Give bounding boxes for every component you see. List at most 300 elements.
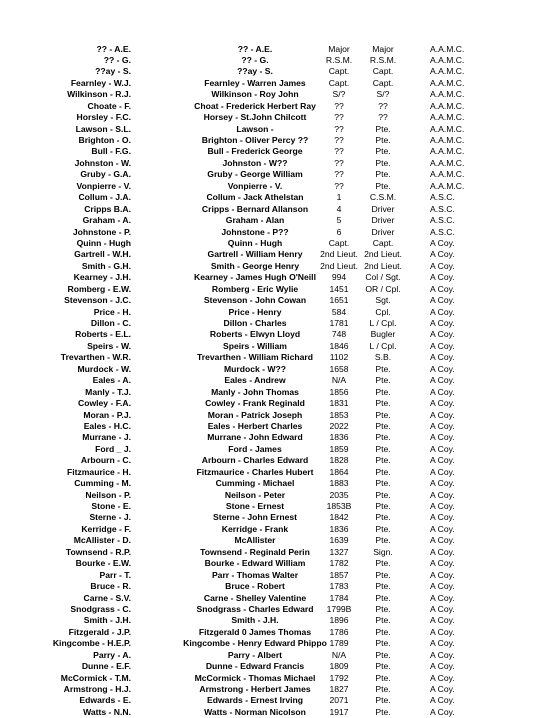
short-name-cell: Dillon - C. (0, 318, 131, 329)
rank-cell: S/? (344, 89, 422, 100)
short-name-cell: Snodgrass - C. (0, 604, 131, 615)
full-name-cell: Kearney - James Hugh O'Neill (150, 272, 360, 283)
rank-cell: Pte. (344, 181, 422, 192)
short-name-cell: Stevenson - J.C. (0, 295, 131, 306)
service-number-cell: 748 (300, 329, 378, 340)
unit-cell: A Coy. (430, 638, 510, 649)
table-row (0, 112, 550, 123)
short-name-cell: Smith - J.H. (0, 615, 131, 626)
table-row (0, 55, 550, 66)
full-name-cell: Parr - Thomas Walter (150, 570, 360, 581)
unit-cell: A Coy. (430, 352, 510, 363)
table-row (0, 124, 550, 135)
unit-cell: A Coy. (430, 432, 510, 443)
full-name-cell: Roberts - Elwyn Lloyd (150, 329, 360, 340)
service-number-cell: Capt. (300, 78, 378, 89)
unit-cell: A.A.M.C. (430, 66, 510, 77)
rank-cell: Pte. (344, 627, 422, 638)
short-name-cell: Cripps B.A. (0, 204, 131, 215)
table-row (0, 661, 550, 672)
full-name-cell: Dunne - Edward Francis (150, 661, 360, 672)
short-name-cell: Parr - T. (0, 570, 131, 581)
short-name-cell: Graham - A. (0, 215, 131, 226)
unit-cell: A Coy. (430, 615, 510, 626)
service-number-cell: ?? (300, 112, 378, 123)
service-number-cell: S/? (300, 89, 378, 100)
rank-cell: Capt. (344, 238, 422, 249)
unit-cell: A Coy. (430, 318, 510, 329)
rank-cell: Pte. (344, 375, 422, 386)
unit-cell: A Coy. (430, 547, 510, 558)
full-name-cell: Bull - Frederick George (150, 146, 360, 157)
table-row (0, 501, 550, 512)
table-row (0, 249, 550, 260)
unit-cell: A.A.M.C. (430, 169, 510, 180)
full-name-cell: Horsey - St.John Chilcott (150, 112, 360, 123)
short-name-cell: Manly - T.J. (0, 387, 131, 398)
service-number-cell: 1639 (300, 535, 378, 546)
rank-cell: Driver (344, 204, 422, 215)
short-name-cell: Gartrell - W.H. (0, 249, 131, 260)
full-name-cell: Kingcombe - Henry Edward Phippo (150, 638, 360, 649)
unit-cell: A Coy. (430, 524, 510, 535)
full-name-cell: Quinn - Hugh (150, 238, 360, 249)
full-name-cell: Gruby - George William (150, 169, 360, 180)
service-number-cell: 584 (300, 307, 378, 318)
short-name-cell: Quinn - Hugh (0, 238, 131, 249)
table-row (0, 707, 550, 718)
service-number-cell: N/A (300, 375, 378, 386)
rank-cell: Pte. (344, 421, 422, 432)
unit-cell: A Coy. (430, 627, 510, 638)
short-name-cell: Horsley - F.C. (0, 112, 131, 123)
service-number-cell: ?? (300, 158, 378, 169)
table-row (0, 307, 550, 318)
service-number-cell: 1853B (300, 501, 378, 512)
full-name-cell: Eales - Herbert Charles (150, 421, 360, 432)
service-number-cell: 1846 (300, 341, 378, 352)
full-name-cell: Fearnley - Warren James (150, 78, 360, 89)
rank-cell: Pte. (344, 673, 422, 684)
unit-cell: A Coy. (430, 581, 510, 592)
table-row (0, 204, 550, 215)
short-name-cell: Johnston - W. (0, 158, 131, 169)
rank-cell: Pte. (344, 455, 422, 466)
short-name-cell: Cowley - F.A. (0, 398, 131, 409)
short-name-cell: Moran - P.J. (0, 410, 131, 421)
service-number-cell: 1917 (300, 707, 378, 718)
short-name-cell: Vonpierre - V. (0, 181, 131, 192)
unit-cell: A.A.M.C. (430, 181, 510, 192)
table-row (0, 284, 550, 295)
unit-cell: A Coy. (430, 364, 510, 375)
full-name-cell: Romberg - Eric Wylie (150, 284, 360, 295)
rank-cell: Bugler (344, 329, 422, 340)
rank-cell: OR / Cpl. (344, 284, 422, 295)
service-number-cell: 1784 (300, 593, 378, 604)
unit-cell: A Coy. (430, 707, 510, 718)
short-name-cell: Carne - S.V. (0, 593, 131, 604)
table-row (0, 295, 550, 306)
table-row (0, 650, 550, 661)
short-name-cell: Parry - A. (0, 650, 131, 661)
service-number-cell: 1809 (300, 661, 378, 672)
nominal-roll-table (0, 44, 550, 718)
short-name-cell: Ford _ J. (0, 444, 131, 455)
rank-cell: Pte. (344, 398, 422, 409)
unit-cell: A Coy. (430, 398, 510, 409)
rank-cell: Pte. (344, 581, 422, 592)
rank-cell: Capt. (344, 78, 422, 89)
rank-cell: Pte. (344, 615, 422, 626)
full-name-cell: Moran - Patrick Joseph (150, 410, 360, 421)
unit-cell: A Coy. (430, 410, 510, 421)
table-row (0, 146, 550, 157)
service-number-cell: 2nd Lieut. (300, 249, 378, 260)
table-row (0, 581, 550, 592)
unit-cell: A.A.M.C. (430, 124, 510, 135)
table-row (0, 444, 550, 455)
unit-cell: A.S.C. (430, 215, 510, 226)
rank-cell: Pte. (344, 535, 422, 546)
table-row (0, 524, 550, 535)
unit-cell: A.S.C. (430, 192, 510, 203)
unit-cell: A Coy. (430, 558, 510, 569)
table-row (0, 684, 550, 695)
unit-cell: A Coy. (430, 284, 510, 295)
rank-cell: L / Cpl. (344, 341, 422, 352)
rank-cell: Pte. (344, 135, 422, 146)
service-number-cell: 1651 (300, 295, 378, 306)
unit-cell: A Coy. (430, 329, 510, 340)
service-number-cell: 1789 (300, 638, 378, 649)
rank-cell: L / Cpl. (344, 318, 422, 329)
service-number-cell: ?? (300, 146, 378, 157)
unit-cell: A.A.M.C. (430, 44, 510, 55)
short-name-cell: Eales - A. (0, 375, 131, 386)
unit-cell: A Coy. (430, 444, 510, 455)
short-name-cell: Cumming - M. (0, 478, 131, 489)
rank-cell: Sign. (344, 547, 422, 558)
full-name-cell: Johnstone - P?? (150, 227, 360, 238)
full-name-cell: Dillon - Charles (150, 318, 360, 329)
service-number-cell: 1842 (300, 512, 378, 523)
unit-cell: A Coy. (430, 501, 510, 512)
unit-cell: A.A.M.C. (430, 78, 510, 89)
short-name-cell: Brighton - O. (0, 135, 131, 146)
short-name-cell: Townsend - R.P. (0, 547, 131, 558)
service-number-cell: 1836 (300, 524, 378, 535)
short-name-cell: Bourke - E.W. (0, 558, 131, 569)
unit-cell: A.S.C. (430, 227, 510, 238)
full-name-cell: Gartrell - William Henry (150, 249, 360, 260)
rank-cell: Pte. (344, 638, 422, 649)
full-name-cell: Cumming - Michael (150, 478, 360, 489)
table-row (0, 398, 550, 409)
short-name-cell: Kearney - J.H. (0, 272, 131, 283)
rank-cell: Pte. (344, 169, 422, 180)
rank-cell: Capt. (344, 66, 422, 77)
rank-cell: 2nd Lieut. (344, 249, 422, 260)
rank-cell: Pte. (344, 661, 422, 672)
service-number-cell: ?? (300, 169, 378, 180)
unit-cell: A Coy. (430, 455, 510, 466)
rank-cell: Pte. (344, 650, 422, 661)
rank-cell: Pte. (344, 467, 422, 478)
short-name-cell: Choate - F. (0, 101, 131, 112)
short-name-cell: Edwards - E. (0, 695, 131, 706)
service-number-cell: Major (300, 44, 378, 55)
short-name-cell: Trevarthen - W.R. (0, 352, 131, 363)
full-name-cell: Fitzmaurice - Charles Hubert (150, 467, 360, 478)
rank-cell: Pte. (344, 524, 422, 535)
short-name-cell: Johnstone - P. (0, 227, 131, 238)
rank-cell: Pte. (344, 146, 422, 157)
service-number-cell: 1856 (300, 387, 378, 398)
service-number-cell: 1 (300, 192, 378, 203)
full-name-cell: Edwards - Ernest Irving (150, 695, 360, 706)
table-row (0, 421, 550, 432)
table-row (0, 570, 550, 581)
full-name-cell: Sterne - John Ernest (150, 512, 360, 523)
table-row (0, 615, 550, 626)
rank-cell: 2nd Lieut. (344, 261, 422, 272)
service-number-cell: 1782 (300, 558, 378, 569)
table-row (0, 478, 550, 489)
service-number-cell: 1792 (300, 673, 378, 684)
table-row (0, 593, 550, 604)
short-name-cell: Sterne - J. (0, 512, 131, 523)
rank-cell: Pte. (344, 490, 422, 501)
short-name-cell: Watts - N.N. (0, 707, 131, 718)
short-name-cell: Eales - H.C. (0, 421, 131, 432)
full-name-cell: Ford - James (150, 444, 360, 455)
unit-cell: A Coy. (430, 604, 510, 615)
unit-cell: A.A.M.C. (430, 158, 510, 169)
unit-cell: A Coy. (430, 570, 510, 581)
service-number-cell: 5 (300, 215, 378, 226)
rank-cell: Pte. (344, 478, 422, 489)
table-row (0, 66, 550, 77)
rank-cell: Pte. (344, 684, 422, 695)
full-name-cell: Choat - Frederick Herbert Ray (150, 101, 360, 112)
full-name-cell: ??ay - S. (150, 66, 360, 77)
full-name-cell: Eales - Andrew (150, 375, 360, 386)
service-number-cell: 6 (300, 227, 378, 238)
rank-cell: Driver (344, 227, 422, 238)
table-row (0, 638, 550, 649)
full-name-cell: Kerridge - Frank (150, 524, 360, 535)
full-name-cell: Stone - Ernest (150, 501, 360, 512)
service-number-cell: 1102 (300, 352, 378, 363)
rank-cell: Pte. (344, 707, 422, 718)
service-number-cell: ?? (300, 124, 378, 135)
unit-cell: A Coy. (430, 478, 510, 489)
table-row (0, 329, 550, 340)
table-row (0, 673, 550, 684)
rank-cell: Pte. (344, 593, 422, 604)
unit-cell: A Coy. (430, 387, 510, 398)
unit-cell: A Coy. (430, 238, 510, 249)
unit-cell: A Coy. (430, 249, 510, 260)
rank-cell: Pte. (344, 387, 422, 398)
unit-cell: A Coy. (430, 272, 510, 283)
service-number-cell: 1896 (300, 615, 378, 626)
short-name-cell: Fitzgerald - J.P. (0, 627, 131, 638)
table-row (0, 535, 550, 546)
service-number-cell: 1828 (300, 455, 378, 466)
full-name-cell: Johnston - W?? (150, 158, 360, 169)
rank-cell: Pte. (344, 512, 422, 523)
service-number-cell: 1781 (300, 318, 378, 329)
service-number-cell: 1857 (300, 570, 378, 581)
rank-cell: Sgt. (344, 295, 422, 306)
full-name-cell: Manly - John Thomas (150, 387, 360, 398)
unit-cell: A Coy. (430, 684, 510, 695)
rank-cell: R.S.M. (344, 55, 422, 66)
service-number-cell: 2071 (300, 695, 378, 706)
rank-cell: S.B. (344, 352, 422, 363)
service-number-cell: Capt. (300, 238, 378, 249)
service-number-cell: 1799B (300, 604, 378, 615)
unit-cell: A.A.M.C. (430, 55, 510, 66)
short-name-cell: Lawson - S.L. (0, 124, 131, 135)
unit-cell: A Coy. (430, 490, 510, 501)
full-name-cell: Parry - Albert (150, 650, 360, 661)
rank-cell: Col / Sgt. (344, 272, 422, 283)
rank-cell: Pte. (344, 695, 422, 706)
table-row (0, 695, 550, 706)
full-name-cell: Townsend - Reginald Perin (150, 547, 360, 558)
full-name-cell: Fitzgerald 0 James Thomas (150, 627, 360, 638)
short-name-cell: Gruby - G.A. (0, 169, 131, 180)
short-name-cell: Collum - J.A. (0, 192, 131, 203)
table-row (0, 181, 550, 192)
short-name-cell: ?? - G. (0, 55, 131, 66)
rank-cell: Cpl. (344, 307, 422, 318)
service-number-cell: 1836 (300, 432, 378, 443)
short-name-cell: ??ay - S. (0, 66, 131, 77)
service-number-cell: 1883 (300, 478, 378, 489)
service-number-cell: 1831 (300, 398, 378, 409)
table-row (0, 352, 550, 363)
full-name-cell: Collum - Jack Athelstan (150, 192, 360, 203)
full-name-cell: Trevarthen - William Richard (150, 352, 360, 363)
short-name-cell: Armstrong - H.J. (0, 684, 131, 695)
full-name-cell: Brighton - Oliver Percy ?? (150, 135, 360, 146)
service-number-cell: N/A (300, 650, 378, 661)
short-name-cell: Dunne - E.F. (0, 661, 131, 672)
full-name-cell: Speirs - William (150, 341, 360, 352)
service-number-cell: 1864 (300, 467, 378, 478)
unit-cell: A Coy. (430, 535, 510, 546)
full-name-cell: Cowley - Frank Reginald (150, 398, 360, 409)
full-name-cell: Smith - George Henry (150, 261, 360, 272)
table-row (0, 44, 550, 55)
full-name-cell: Vonpierre - V. (150, 181, 360, 192)
unit-cell: A.A.M.C. (430, 101, 510, 112)
rank-cell: C.S.M. (344, 192, 422, 203)
rank-cell: ?? (344, 112, 422, 123)
service-number-cell: 4 (300, 204, 378, 215)
service-number-cell: 1451 (300, 284, 378, 295)
unit-cell: A.A.M.C. (430, 89, 510, 100)
short-name-cell: Arbourn - C. (0, 455, 131, 466)
full-name-cell: Stevenson - John Cowan (150, 295, 360, 306)
short-name-cell: Murdock - W. (0, 364, 131, 375)
table-row (0, 387, 550, 398)
table-row (0, 547, 550, 558)
table-row (0, 101, 550, 112)
short-name-cell: Fearnley - W.J. (0, 78, 131, 89)
service-number-cell: ?? (300, 101, 378, 112)
short-name-cell: Stone - E. (0, 501, 131, 512)
unit-cell: A.S.C. (430, 204, 510, 215)
rank-cell: Pte. (344, 364, 422, 375)
rank-cell: Pte. (344, 604, 422, 615)
table-row (0, 364, 550, 375)
unit-cell: A Coy. (430, 673, 510, 684)
table-row (0, 89, 550, 100)
table-row (0, 169, 550, 180)
service-number-cell: 2nd Lieut. (300, 261, 378, 272)
full-name-cell: Cripps - Bernard Allanson (150, 204, 360, 215)
rank-cell: Pte. (344, 558, 422, 569)
service-number-cell: ?? (300, 135, 378, 146)
rank-cell: Pte. (344, 444, 422, 455)
service-number-cell: R.S.M. (300, 55, 378, 66)
unit-cell: A Coy. (430, 375, 510, 386)
service-number-cell: 2022 (300, 421, 378, 432)
rank-cell: Major (344, 44, 422, 55)
unit-cell: A Coy. (430, 341, 510, 352)
unit-cell: A Coy. (430, 593, 510, 604)
short-name-cell: Bruce - R. (0, 581, 131, 592)
table-row (0, 410, 550, 421)
rank-cell: Pte. (344, 432, 422, 443)
service-number-cell: 1658 (300, 364, 378, 375)
table-row (0, 227, 550, 238)
rank-cell: Pte. (344, 501, 422, 512)
rank-cell: ?? (344, 101, 422, 112)
unit-cell: A Coy. (430, 295, 510, 306)
full-name-cell: Murdock - W?? (150, 364, 360, 375)
table-row (0, 192, 550, 203)
service-number-cell: 1786 (300, 627, 378, 638)
short-name-cell: Speirs - W. (0, 341, 131, 352)
full-name-cell: Snodgrass - Charles Edward (150, 604, 360, 615)
short-name-cell: Bull - F.G. (0, 146, 131, 157)
unit-cell: A Coy. (430, 261, 510, 272)
table-row (0, 627, 550, 638)
full-name-cell: Murrane - John Edward (150, 432, 360, 443)
service-number-cell: 1853 (300, 410, 378, 421)
full-name-cell: McCormick - Thomas Michael (150, 673, 360, 684)
full-name-cell: Bourke - Edward William (150, 558, 360, 569)
full-name-cell: Bruce - Robert (150, 581, 360, 592)
short-name-cell: Roberts - E.L. (0, 329, 131, 340)
table-row (0, 604, 550, 615)
service-number-cell: 1327 (300, 547, 378, 558)
full-name-cell: Watts - Norman Nicolson (150, 707, 360, 718)
rank-cell: Pte. (344, 158, 422, 169)
table-row (0, 318, 550, 329)
short-name-cell: Smith - G.H. (0, 261, 131, 272)
full-name-cell: McAllister (150, 535, 360, 546)
full-name-cell: Carne - Shelley Valentine (150, 593, 360, 604)
table-row (0, 78, 550, 89)
table-row (0, 215, 550, 226)
